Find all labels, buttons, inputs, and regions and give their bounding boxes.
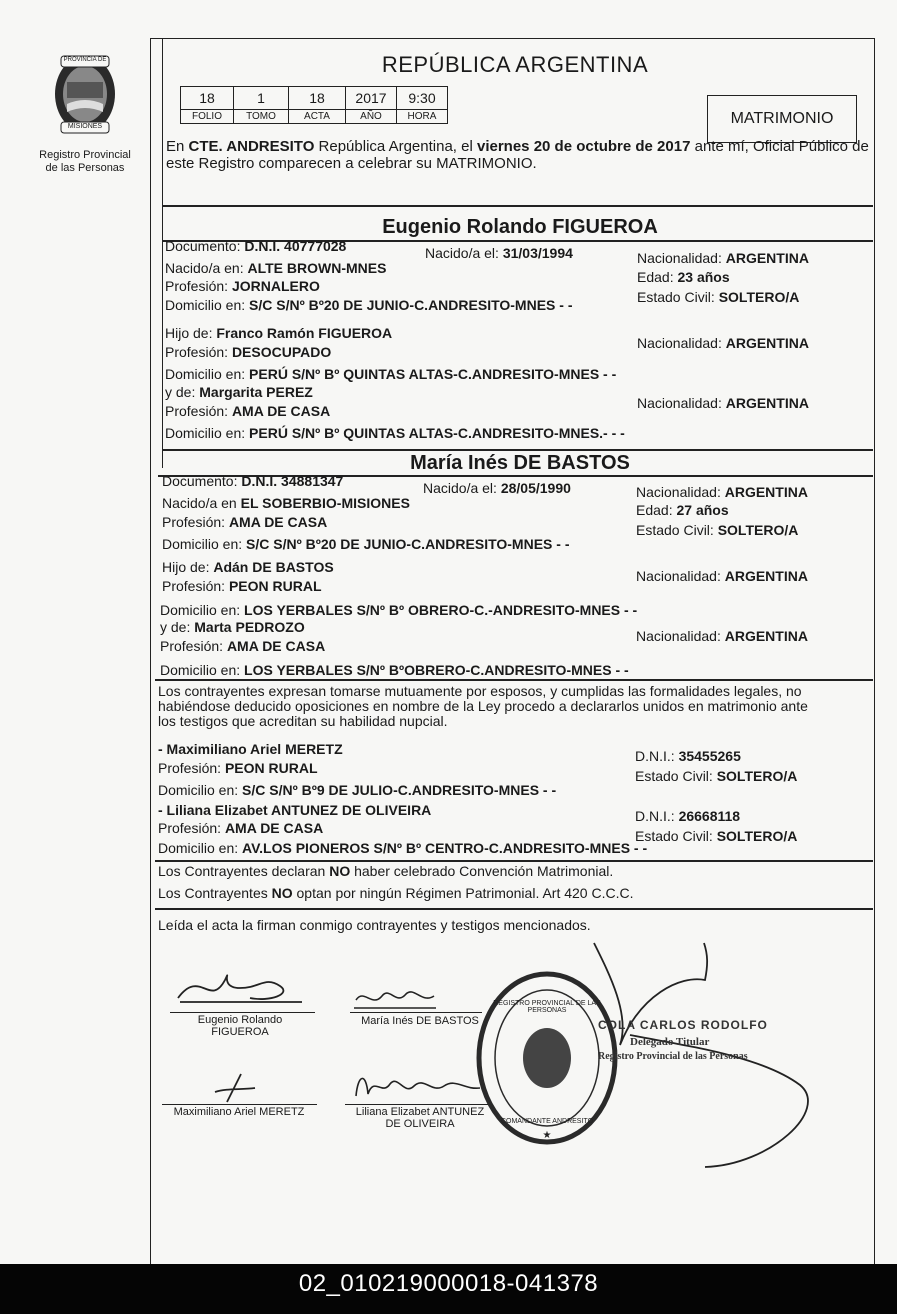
groom-age: Edad: 23 años [637, 269, 730, 285]
witness-2-signature-icon [348, 1066, 488, 1106]
year-cell: 2017 AÑO [346, 87, 397, 123]
logo-line-1: Registro Provincial [39, 149, 131, 161]
witness-1-name: - Maximiliano Ariel MERETZ [158, 741, 343, 757]
seal-top-text: PROVINCIA DE [63, 57, 107, 63]
bride-mother-profession: Profesión: AMA DE CASA [160, 638, 326, 654]
stamp-inner-text: COMANDANTE ANDRESITO [500, 1118, 594, 1125]
groom-father: Hijo de: Franco Ramón FIGUEROA [165, 325, 393, 341]
regime-statement: Los Contrayentes NO optan por ningún Régimen Patrimonial. Art 420 C.C.C. [158, 885, 634, 901]
divider [155, 679, 873, 681]
divider [163, 449, 873, 451]
groom-address: Domicilio en: S/C S/Nº Bº20 DE JUNIO-C.ANDRESITO-MNES - - [165, 297, 573, 313]
divider [163, 205, 873, 207]
document-id-footer: 02_010219000018-041378 [0, 1264, 897, 1314]
groom-mother-address: Domicilio en: PERÚ S/Nº Bº QUINTAS ALTAS-C.ANDRESITO-MNES.- - - [165, 425, 625, 441]
bride-birth-place: Nacido/a en EL SOBERBIO-MISIONES [162, 495, 410, 511]
tomo-cell: 1 TOMO [234, 87, 289, 123]
groom-name: Eugenio Rolando FIGUEROA [382, 216, 658, 238]
bride-address: Domicilio en: S/C S/Nº Bº20 DE JUNIO-C.ANDRESITO-MNES - - [162, 536, 570, 552]
witness-2-signature-caption: Liliana Elizabet ANTUNEZ DE OLIVEIRA [355, 1106, 485, 1130]
inner-left-rule [162, 38, 163, 468]
groom-father-nationality: Nacionalidad: ARGENTINA [637, 335, 809, 351]
groom-nationality: Nacionalidad: ARGENTINA [637, 250, 809, 266]
registry-logo [30, 52, 140, 175]
groom-mother-nationality: Nacionalidad: ARGENTINA [637, 395, 809, 411]
bride-mother: y de: Marta PEDROZO [160, 619, 305, 635]
signature-line [345, 1104, 490, 1105]
witness-2-address: Domicilio en: AV.LOS PIONEROS S/Nº Bº CENTRO-C.ANDRESITO-MNES - - [158, 840, 648, 856]
bride-signature-caption: María Inés DE BASTOS [361, 1015, 479, 1027]
convention-statement: Los Contrayentes declaran NO haber celebrado Convención Matrimonial. [158, 863, 614, 879]
bride-document: Documento: D.N.I. 34881347 [162, 473, 344, 489]
divider [155, 860, 873, 862]
bride-name: María Inés DE BASTOS [410, 452, 630, 474]
groom-signature-caption: Eugenio Rolando FIGUEROA [197, 1014, 283, 1038]
groom-birth-date: Nacido/a el: 31/03/1994 [425, 245, 573, 261]
witness-1-signature-icon [205, 1072, 265, 1106]
logo-line-2: de las Personas [45, 162, 125, 174]
groom-document: Documento: D.N.I. 40777028 [165, 238, 347, 254]
bride-mother-nationality: Nacionalidad: ARGENTINA [636, 628, 808, 644]
signature-line [162, 1104, 317, 1105]
closing-statement: Leída el acta la firman conmigo contrayentes y testigos mencionados. [158, 917, 591, 933]
witness-1-dni: D.N.I.: 35455265 [635, 748, 741, 764]
groom-signature-icon [170, 958, 310, 1014]
declaration-paragraph: Los contrayentes expresan tomarse mutuamente por esposos, y cumplidas las formalidades legales, no habiéndose deducido oposiciones en nombre de la Ley procedo a declararlos unidos en matrimonio ante los testigos que acreditan su habilidad nupcial. [158, 683, 808, 729]
seal-bottom-text: MISIONES [67, 123, 103, 130]
groom-profession: Profesión: JORNALERO [165, 278, 320, 294]
groom-civil-status: Estado Civil: SOLTERO/A [637, 289, 800, 305]
bride-age: Edad: 27 años [636, 502, 729, 518]
groom-father-profession: Profesión: DESOCUPADO [165, 344, 332, 360]
bride-mother-address: Domicilio en: LOS YERBALES S/Nº BºOBRERO-C.ANDRESITO-MNES - - [160, 662, 629, 678]
bride-father-nationality: Nacionalidad: ARGENTINA [636, 568, 808, 584]
bride-profession: Profesión: AMA DE CASA [162, 514, 328, 530]
witness-2-dni: D.N.I.: 26668118 [635, 808, 741, 824]
hour-cell: 9:30 HORA [397, 87, 447, 123]
bride-signature-icon [350, 984, 440, 1014]
signature-line [350, 1012, 482, 1013]
witness-1-address: Domicilio en: S/C S/Nº Bº9 DE JULIO-C.ANDRESITO-MNES - - [158, 782, 557, 798]
folio-cell: 18 FOLIO [181, 87, 234, 123]
stamp-ring-text: REGISTRO PROVINCIAL DE LAS PERSONAS [493, 1000, 601, 1014]
groom-father-address: Domicilio en: PERÚ S/Nº Bº QUINTAS ALTAS-C.ANDRESITO-MNES - - [165, 366, 617, 382]
bride-birth-date: Nacido/a el: 28/05/1990 [423, 480, 571, 496]
witness-2-civil-status: Estado Civil: SOLTERO/A [635, 828, 798, 844]
official-name: COLA CARLOS RODOLFO [598, 1018, 768, 1032]
act-reference-box [180, 86, 448, 124]
bride-father-address: Domicilio en: LOS YERBALES S/Nº Bº OBRERO-C.-ANDRESITO-MNES - - [160, 602, 638, 618]
official-office: Registro Provincial de las Personas [598, 1051, 748, 1062]
witness-2-profession: Profesión: AMA DE CASA [158, 820, 324, 836]
divider [155, 908, 873, 910]
witness-1-signature-caption: Maximiliano Ariel MERETZ [173, 1106, 305, 1118]
country-title: REPÚBLICA ARGENTINA [381, 52, 649, 77]
svg-text:★: ★ [542, 1130, 552, 1141]
act-type-box: MATRIMONIO [707, 95, 857, 143]
bride-father-profession: Profesión: PEON RURAL [162, 578, 322, 594]
groom-mother: y de: Margarita PEREZ [165, 384, 313, 400]
groom-mother-profession: Profesión: AMA DE CASA [165, 403, 331, 419]
acta-cell: 18 ACTA [289, 87, 346, 123]
signature-line [170, 1012, 315, 1013]
witness-1-profession: Profesión: PEON RURAL [158, 760, 318, 776]
witness-2-name: - Liliana Elizabet ANTUNEZ DE OLIVEIRA [158, 802, 432, 818]
intro-paragraph: En CTE. ANDRESITO República Argentina, el viernes 20 de octubre de 2017 ante mí, Oficial Público de este Registro comparecen a celebrar su MATRIMONIO. [166, 138, 869, 172]
groom-birth-place: Nacido/a en: ALTE BROWN-MNES [165, 260, 387, 276]
bride-nationality: Nacionalidad: ARGENTINA [636, 484, 808, 500]
bride-civil-status: Estado Civil: SOLTERO/A [636, 522, 799, 538]
bride-father: Hijo de: Adán DE BASTOS [162, 559, 334, 575]
witness-1-civil-status: Estado Civil: SOLTERO/A [635, 768, 798, 784]
official-title: Delegado Titular [630, 1036, 710, 1048]
